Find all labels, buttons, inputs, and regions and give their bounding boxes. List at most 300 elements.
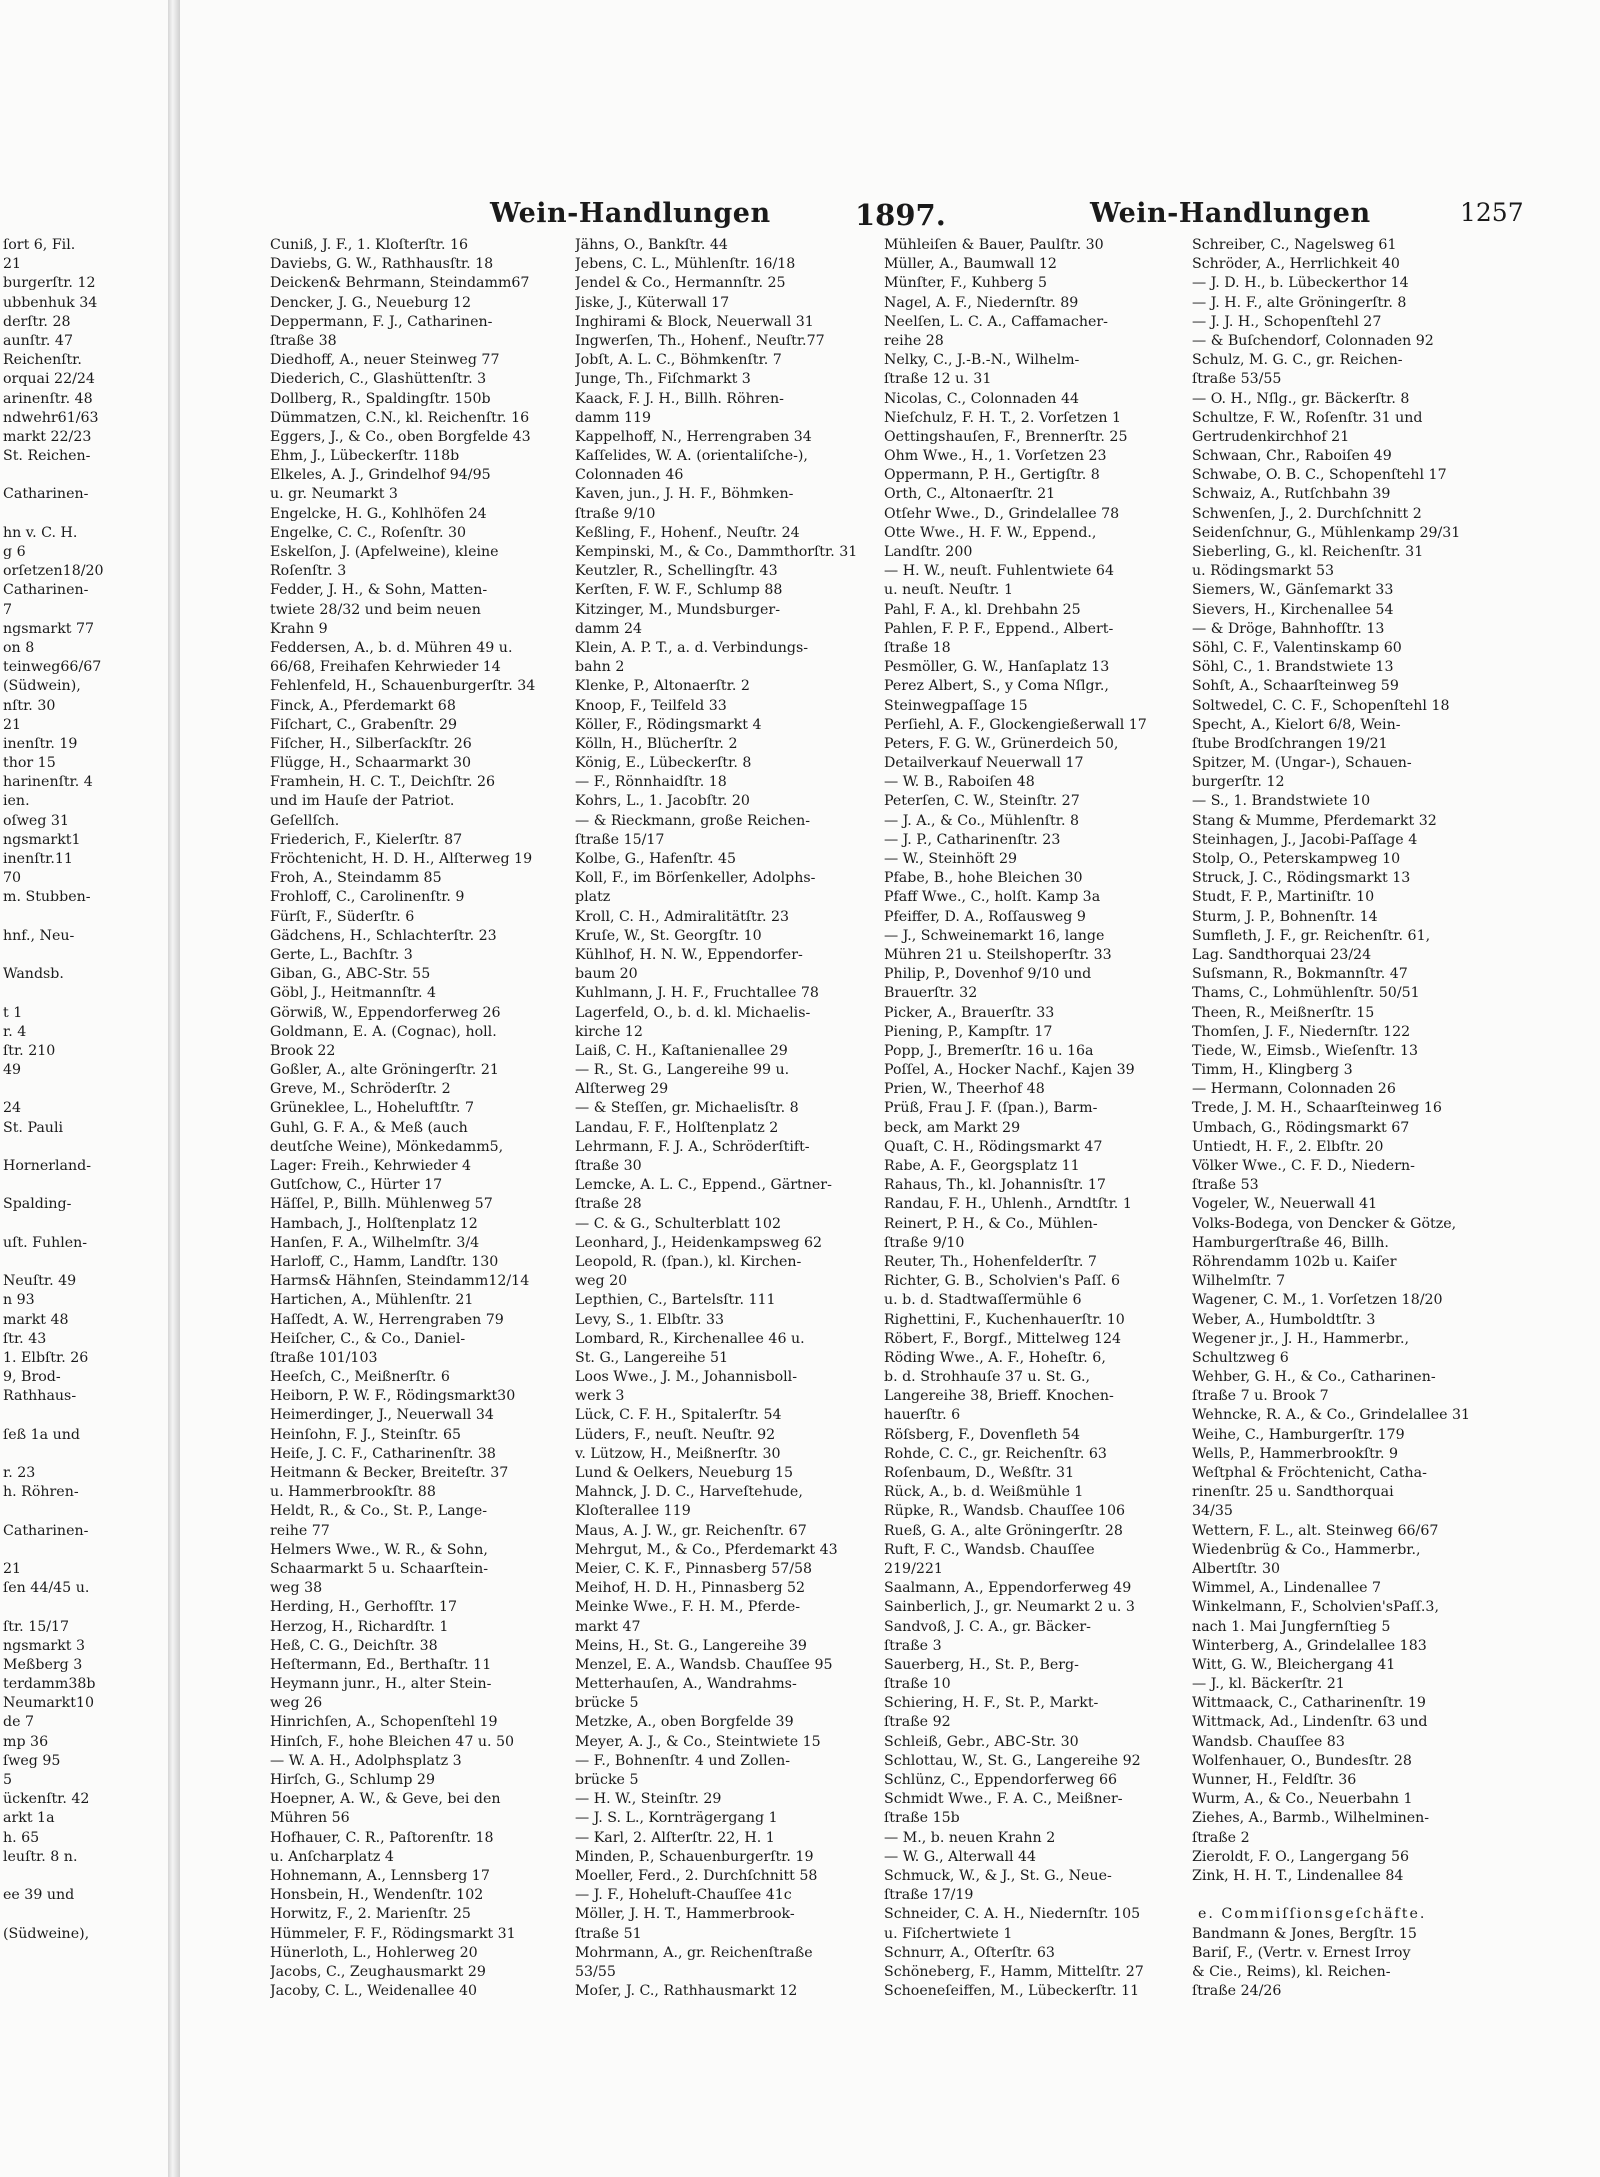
directory-entry-line: 9, Brod- xyxy=(3,1369,61,1386)
directory-entry-line: thor 15 xyxy=(3,755,56,772)
directory-entry-line: Sievers, H., Kirchenallee 54 xyxy=(1192,601,1394,618)
directory-entry-line: Moſer, J. C., Rathhausmarkt 12 xyxy=(575,1983,798,2000)
directory-entry-line: ſtraße 9/10 xyxy=(884,1234,965,1251)
directory-entry-line: Kitzinger, M., Mundsburger- xyxy=(575,601,780,618)
directory-entry-line: m. Stubben- xyxy=(3,889,91,906)
directory-entry-line: arkt 1a xyxy=(3,1810,55,1827)
directory-entry-line: ſtraße 9/10 xyxy=(575,505,656,522)
directory-entry-line: ngsmarkt1 xyxy=(3,831,81,848)
directory-entry-line: Schwenſen, J., 2. Durchſchnitt 2 xyxy=(1192,505,1422,522)
directory-entry-line: Hamburgerſtraße 46, Billh. xyxy=(1192,1234,1389,1251)
directory-entry-line: Lück, C. F. H., Spitalerſtr. 54 xyxy=(575,1407,782,1424)
directory-entry-line: brücke 5 xyxy=(575,1695,639,1712)
directory-entry-line xyxy=(3,466,163,485)
directory-entry-line: 24 xyxy=(3,1100,22,1117)
directory-entry-line: Albertſtr. 30 xyxy=(1192,1560,1280,1577)
directory-entry-line: Pahlen, F. P. F., Eppend., Albert- xyxy=(884,620,1114,637)
directory-entry-line: Sandvoß, J. C. A., gr. Bäcker- xyxy=(884,1618,1091,1635)
directory-entry-line: Schöneberg, F., Hamm, Mittelſtr. 27 xyxy=(884,1963,1144,1980)
directory-entry-line: Schlünz, C., Eppendorferweg 66 xyxy=(884,1772,1118,1788)
directory-entry-line: Flügge, H., Schaarmarkt 30 xyxy=(270,755,472,772)
left-page-fragment xyxy=(0,0,168,2177)
directory-entry-line: Metzke, A., oben Borgfelde 39 xyxy=(575,1714,794,1731)
directory-entry-line: hn v. C. H. xyxy=(3,524,78,541)
directory-entry-line: Mühren 56 xyxy=(270,1810,350,1827)
directory-entry-line: 53/55 xyxy=(575,1963,616,1980)
directory-entry-line: arinenſtr. 48 xyxy=(3,390,93,407)
directory-entry-line: Schaarmarkt 5 u. Schaarſtein- xyxy=(270,1560,489,1577)
directory-entry-line: ſtr. 43 xyxy=(3,1330,47,1347)
directory-entry-line: Stolp, O., Peterskampweg 10 xyxy=(1192,851,1401,867)
directory-entry-line: Rohde, C. C., gr. Reichenſtr. 63 xyxy=(884,1445,1107,1462)
directory-entry-line: Heeſch, C., Meißnerſtr. 6 xyxy=(270,1369,450,1386)
directory-entry-line: Struck, J. C., Rödingsmarkt 13 xyxy=(1192,870,1411,887)
directory-entry-line: Hinrichſen, A., Schopenſtehl 19 xyxy=(270,1714,498,1731)
directory-entry-line: Elkeles, A. J., Grindelhof 94/95 xyxy=(270,467,491,484)
directory-entry-line: Hünerloth, L., Hohlerweg 20 xyxy=(270,1944,478,1961)
directory-entry-line: 21 xyxy=(3,1560,22,1577)
directory-entry-line: mp 36 xyxy=(3,1733,49,1750)
directory-entry-line: Reichenſtr. xyxy=(3,352,82,369)
directory-entry-line: Herding, H., Gerhofſtr. 17 xyxy=(270,1599,457,1616)
directory-entry-line: Mahnck, J. D. C., Harveſtehude, xyxy=(575,1484,803,1501)
directory-entry-line xyxy=(3,946,163,965)
directory-entry-line: Oettingshauſen, F., Brennerſtr. 25 xyxy=(884,428,1128,445)
directory-entry-line: Soltwedel, C. C. F., Schopenſtehl 18 xyxy=(1192,697,1450,714)
directory-entry-line: Meier, C. K. F., Pinnasberg 57/58 xyxy=(575,1560,813,1577)
directory-entry-line: Rueß, G. A., alte Gröningerſtr. 28 xyxy=(884,1522,1123,1539)
directory-entry-line: Lemcke, A. L. C., Eppend., Gärtner- xyxy=(575,1177,832,1194)
directory-entry-line: Weſtphal & Fröchtenicht, Catha- xyxy=(1192,1465,1427,1481)
directory-entry-line: 34/35 xyxy=(1192,1503,1233,1520)
directory-entry-line: Röbert, F., Borgf., Mittelweg 124 xyxy=(884,1330,1122,1347)
directory-entry-line: Wandsb. Chauſſee 83 xyxy=(1192,1733,1345,1750)
directory-entry-line: platz xyxy=(575,889,611,906)
directory-entry-line: Grüneklee, L., Hoheluftſtr. 7 xyxy=(270,1100,474,1117)
directory-entry-line: — J., kl. Bäckerſtr. 21 xyxy=(1192,1676,1345,1693)
directory-entry-line xyxy=(3,1080,163,1099)
directory-entry-line: Frohloff, C., Carolinenſtr. 9 xyxy=(270,889,465,906)
directory-entry-line: Kaven, jun., J. H. F., Böhmken- xyxy=(575,486,794,503)
directory-entry-line: Inghirami & Block, Neuerwall 31 xyxy=(575,313,814,330)
directory-entry-line: oſweg 31 xyxy=(3,812,69,829)
directory-entry-line: Umbach, G., Rödingsmarkt 67 xyxy=(1192,1119,1410,1136)
directory-entry-line: Catharinen- xyxy=(3,582,89,599)
directory-entry-line: Dollberg, R., Spaldingſtr. 150b xyxy=(270,390,491,407)
directory-entry-line: Rüpke, R., Wandsb. Chauſſee 106 xyxy=(884,1503,1126,1520)
directory-entry-line: Lager: Freih., Kehrwieder 4 xyxy=(270,1158,472,1174)
directory-entry-line: Mühren 21 u. Steilshoperſtr. 33 xyxy=(884,946,1112,963)
directory-entry-line: Heiborn, P. W. F., Rödingsmarkt30 xyxy=(270,1388,516,1405)
directory-entry-line: ſtraße 2 xyxy=(1192,1829,1250,1846)
directory-entry-line xyxy=(3,1138,163,1157)
directory-entry-line: ndwehr61/63 xyxy=(3,409,99,426)
directory-entry-line: — J. P., Catharinenſtr. 23 xyxy=(884,831,1061,848)
directory-entry-line: — Karl, 2. Alſterſtr. 22, H. 1 xyxy=(575,1829,775,1846)
directory-entry-line: Hirſch, G., Schlump 29 xyxy=(270,1772,435,1788)
directory-entry-line: Schwaiz, A., Rutſchbahn 39 xyxy=(1192,486,1391,503)
directory-entry-line: Schiering, H. F., St. P., Markt- xyxy=(884,1695,1099,1712)
directory-entry-line: derſtr. 28 xyxy=(3,313,71,330)
directory-entry-line: Goldmann, E. A. (Cognac), holl. xyxy=(270,1023,497,1040)
directory-entry-line: ngsmarkt 3 xyxy=(3,1637,86,1654)
directory-entry-line: 1. Elbſtr. 26 xyxy=(3,1349,89,1366)
directory-entry-line: Philip, P., Dovenhof 9/10 und xyxy=(884,966,1092,983)
directory-entry-line: Schröder, A., Herrlichkeit 40 xyxy=(1192,256,1400,273)
directory-entry-line: Hartichen, A., Mühlenſtr. 21 xyxy=(270,1292,474,1309)
directory-column-2 xyxy=(575,236,880,2001)
directory-entry-line: t 1 xyxy=(3,1004,23,1021)
directory-entry-line: Kuhlmann, J. H. F., Fruchtallee 78 xyxy=(575,985,819,1002)
directory-entry-line: Schultzweg 6 xyxy=(1192,1349,1289,1366)
directory-entry-line: Heldt, R., & Co., St. P., Lange- xyxy=(270,1503,488,1520)
directory-entry-line: Schreiber, C., Nagelsweg 61 xyxy=(1192,237,1397,253)
directory-entry-line: burgerſtr. 12 xyxy=(1192,774,1285,791)
directory-entry-line: Neumarkt10 xyxy=(3,1695,94,1712)
directory-entry-line: Hambach, J., Holſtenplatz 12 xyxy=(270,1215,478,1232)
directory-entry-line: Hohnemann, A., Lennsberg 17 xyxy=(270,1867,490,1884)
directory-entry-line: Perez Albert, S., y Coma Nſlgr., xyxy=(884,678,1109,695)
directory-entry-line: Sainberlich, J., gr. Neumarkt 2 u. 3 xyxy=(884,1599,1135,1616)
directory-entry-line: Feddersen, A., b. d. Mühren 49 u. xyxy=(270,639,513,656)
directory-entry-line: Witt, G. W., Bleichergang 41 xyxy=(1192,1656,1396,1673)
directory-entry-line: — R., St. G., Langereihe 99 u. xyxy=(575,1062,790,1079)
directory-entry-line: — M., b. neuen Krahn 2 xyxy=(884,1829,1056,1846)
directory-entry-line: Sturm, J. P., Bohnenſtr. 14 xyxy=(1192,908,1378,925)
directory-entry-line: u. gr. Neumarkt 3 xyxy=(270,486,398,503)
directory-entry-line: — & Dröge, Bahnhofſtr. 13 xyxy=(1192,620,1385,637)
directory-column-4 xyxy=(1192,236,1492,2001)
left-fragment-column xyxy=(3,236,163,1944)
directory-entry-line: Wittmack, Ad., Lindenſtr. 63 und xyxy=(1192,1714,1428,1731)
directory-entry-line: Thomſen, J. F., Niedernſtr. 122 xyxy=(1192,1023,1411,1040)
directory-entry-line: deutſche Weine), Mönkedamm5, xyxy=(270,1138,504,1155)
directory-entry-line: Lepthien, C., Bartelsſtr. 111 xyxy=(575,1292,776,1309)
directory-entry-line: Fiſcher, H., Silberſackſtr. 26 xyxy=(270,735,472,752)
directory-entry-line: Oppermann, P. H., Gertigſtr. 8 xyxy=(884,467,1100,484)
directory-entry-line: Kloſterallee 119 xyxy=(575,1503,691,1520)
directory-entry-line: Kruſe, W., St. Georgſtr. 10 xyxy=(575,927,762,944)
directory-entry-line: Orth, C., Altonaerſtr. 21 xyxy=(884,486,1056,503)
directory-entry-line: Lag. Sandthorquai 23/24 xyxy=(1192,946,1372,963)
directory-entry-line: Perſiehl, A. F., Glockengießerwall 17 xyxy=(884,716,1147,733)
directory-entry-line: Wittmaack, C., Catharinenſtr. 19 xyxy=(1192,1695,1426,1712)
directory-entry-line: damm 24 xyxy=(575,620,643,637)
directory-entry-line: Dencker, J. G., Neueburg 12 xyxy=(270,294,472,311)
directory-entry-line: — J. J. H., Schopenſtehl 27 xyxy=(1192,313,1382,330)
directory-entry-line: 5 xyxy=(3,1772,13,1788)
directory-entry-line: Müller, A., Baumwall 12 xyxy=(884,256,1057,273)
directory-entry-line: 70 xyxy=(3,870,22,887)
directory-entry-line xyxy=(3,1215,163,1234)
directory-entry-line: Meinke Wwe., F. H. M., Pferde- xyxy=(575,1599,801,1616)
directory-entry-line: Kerſten, F. W. F., Schlump 88 xyxy=(575,582,783,599)
directory-entry-line: teinweg66/67 xyxy=(3,659,102,676)
directory-entry-line: Heſtermann, Ed., Berthaſtr. 11 xyxy=(270,1656,492,1673)
directory-entry-line: Kappelhoff, N., Herrengraben 34 xyxy=(575,428,812,445)
directory-entry-line: Häſſel, P., Billh. Mühlenweg 57 xyxy=(270,1196,493,1213)
directory-entry-line: Otſehr Wwe., D., Grindelallee 78 xyxy=(884,505,1120,522)
directory-entry-line: Lagerfeld, O., b. d. kl. Michaelis- xyxy=(575,1004,811,1021)
directory-entry-line: Schulz, M. G. C., gr. Reichen- xyxy=(1192,352,1403,369)
directory-entry-line: ſtraße 101/103 xyxy=(270,1349,378,1366)
directory-entry-line: — F., Rönnhaidſtr. 18 xyxy=(575,774,727,791)
directory-entry-line: Lüders, F., neuſt. Neuſtr. 92 xyxy=(575,1426,776,1443)
directory-entry-line: Wegener jr., J. H., Hammerbr., xyxy=(1192,1330,1410,1347)
directory-entry-line xyxy=(3,1905,163,1924)
directory-entry-line: Schnurr, A., Oſterſtr. 63 xyxy=(884,1944,1055,1961)
directory-entry-line: Pfaff Wwe., C., holſt. Kamp 3a xyxy=(884,889,1101,906)
directory-entry-line: Seidenſchnur, G., Mühlenkamp 29/31 xyxy=(1192,524,1461,541)
directory-entry-line: Herzog, H., Richardſtr. 1 xyxy=(270,1618,449,1635)
directory-entry-line: markt 48 xyxy=(3,1311,69,1328)
directory-entry-line: Nieſchulz, F. H. T., 2. Vorſetzen 1 xyxy=(884,409,1122,426)
directory-entry-line: Saalmann, A., Eppendorferweg 49 xyxy=(884,1580,1132,1597)
directory-entry-line: r. 4 xyxy=(3,1023,27,1040)
directory-entry-line: Klein, A. P. T., a. d. Verbindungs- xyxy=(575,639,809,656)
directory-entry-line: 21 xyxy=(3,256,22,273)
directory-entry-line: Görwiß, W., Eppendorferweg 26 xyxy=(270,1004,501,1021)
directory-entry-line: Quaſt, C. H., Rödingsmarkt 47 xyxy=(884,1138,1103,1155)
directory-entry-line: Horwitz, F., 2. Marienſtr. 25 xyxy=(270,1906,471,1923)
directory-entry-line: Fedder, J. H., & Sohn, Matten- xyxy=(270,582,488,599)
directory-entry-line: Goßler, A., alte Gröningerſtr. 21 xyxy=(270,1062,499,1079)
directory-entry-line xyxy=(1192,1886,1492,1905)
directory-entry-line: weg 26 xyxy=(270,1695,323,1712)
directory-entry-line: aunſtr. 47 xyxy=(3,332,73,349)
directory-entry-line: Söhl, C., 1. Brandstwiete 13 xyxy=(1192,659,1394,676)
directory-entry-line: Leopold, R. (ſpan.), kl. Kirchen- xyxy=(575,1253,802,1270)
directory-entry-line: Froh, A., Steindamm 85 xyxy=(270,870,442,887)
header-year: 1897. xyxy=(855,198,946,232)
directory-entry-line: Landſtr. 200 xyxy=(884,544,973,560)
directory-entry-line xyxy=(3,1253,163,1272)
directory-entry-line: & Cie., Reims), kl. Reichen- xyxy=(1192,1963,1391,1980)
directory-entry-line: nſtr. 30 xyxy=(3,697,56,714)
directory-entry-line: Siemers, W., Gänſemarkt 33 xyxy=(1192,582,1394,599)
directory-entry-line: — H. W., Steinſtr. 29 xyxy=(575,1791,722,1808)
directory-entry-line: Minden, P., Schauenburgerſtr. 19 xyxy=(575,1848,814,1865)
directory-entry-line: ſtraße 18 xyxy=(884,639,951,656)
directory-entry-line: Münſter, F., Kuhberg 5 xyxy=(884,275,1047,292)
directory-entry-line: Catharinen- xyxy=(3,486,89,503)
directory-entry-line xyxy=(3,1541,163,1560)
directory-entry-line: u. Rödingsmarkt 53 xyxy=(1192,563,1335,580)
directory-entry-line: Specht, A., Kielort 6/8, Wein- xyxy=(1192,716,1401,733)
directory-entry-line: — J. S. L., Kornträgergang 1 xyxy=(575,1810,778,1827)
directory-entry-line: Heinſohn, F. J., Steinſtr. 65 xyxy=(270,1426,462,1443)
directory-entry-line: (Südwein), xyxy=(3,678,81,695)
directory-entry-line: und im Hauſe der Patriot. xyxy=(270,793,455,810)
directory-entry-line: Menzel, E. A., Wandsb. Chauſſee 95 xyxy=(575,1656,833,1673)
directory-entry-line: Fürſt, F., Süderſtr. 6 xyxy=(270,908,415,925)
directory-entry-line xyxy=(3,984,163,1003)
directory-entry-line: Keßling, F., Hohenf., Neuſtr. 24 xyxy=(575,524,800,541)
directory-entry-line: Winkelmann, F., Scholvien'sPaſſ.3, xyxy=(1192,1599,1439,1616)
directory-entry-line: Thams, C., Lohmühlenſtr. 50/51 xyxy=(1192,985,1420,1002)
directory-entry-line: St. Pauli xyxy=(3,1119,64,1136)
directory-entry-line: Finck, A., Pferdemarkt 68 xyxy=(270,697,456,714)
directory-entry-line: nach 1. Mai Jungfernſtieg 5 xyxy=(1192,1618,1391,1635)
directory-entry-line: ſtraße 53/55 xyxy=(1192,371,1282,388)
directory-entry-line: — W. A. H., Adolphsplatz 3 xyxy=(270,1752,462,1769)
directory-entry-line: Rück, A., b. d. Weißmühle 1 xyxy=(884,1484,1084,1501)
directory-entry-line: de 7 xyxy=(3,1714,35,1731)
directory-entry-line: — F., Bohnenſtr. 4 und Zollen- xyxy=(575,1752,791,1769)
directory-entry-line: Kolbe, G., Hafenſtr. 45 xyxy=(575,851,737,867)
directory-entry-line: Schwaan, Chr., Raboiſen 49 xyxy=(1192,448,1392,465)
directory-entry-line: König, E., Lübeckerſtr. 8 xyxy=(575,755,752,772)
directory-entry-line: Dümmatzen, C.N., kl. Reichenſtr. 16 xyxy=(270,409,530,426)
directory-entry-line: Langereihe 38, Brieff. Knochen- xyxy=(884,1388,1114,1405)
directory-entry-line: Otte Wwe., H. F. W., Eppend., xyxy=(884,524,1097,541)
directory-entry-line: Zieroldt, F. O., Langergang 56 xyxy=(1192,1848,1410,1865)
directory-entry-line: Detailverkauf Neuerwall 17 xyxy=(884,755,1084,772)
directory-entry-line: brücke 5 xyxy=(575,1772,639,1788)
directory-entry-line: — J. D. H., b. Lübeckerthor 14 xyxy=(1192,275,1409,292)
directory-entry-line: ſort 6, Fil. xyxy=(3,237,76,253)
directory-entry-line: Kroll, C. H., Admiralitätſtr. 23 xyxy=(575,908,790,925)
directory-entry-line: Schwabe, O. B. C., Schopenſtehl 17 xyxy=(1192,467,1447,484)
directory-entry-line: Klenke, P., Altonaerſtr. 2 xyxy=(575,678,750,695)
directory-entry-line: Laiß, C. H., Kaſtanienallee 29 xyxy=(575,1042,788,1059)
directory-entry-line: Mehrgut, M., & Co., Pferdemarkt 43 xyxy=(575,1541,838,1558)
directory-entry-line: Engelcke, H. G., Kohlhöfen 24 xyxy=(270,505,487,522)
directory-entry-line: Timm, H., Klingberg 3 xyxy=(1192,1062,1353,1079)
directory-entry-line: ſen 44/45 u. xyxy=(3,1580,90,1597)
directory-entry-line xyxy=(3,1502,163,1521)
directory-entry-line: Diedhoff, A., neuer Steinweg 77 xyxy=(270,352,500,369)
directory-entry-line: u. b. d. Stadtwaſſermühle 6 xyxy=(884,1292,1082,1309)
directory-entry-line: Meyer, A. J., & Co., Steintwiete 15 xyxy=(575,1733,821,1750)
directory-entry-line: ſtr. 210 xyxy=(3,1042,56,1059)
directory-entry-line: Heimerdinger, J., Neuerwall 34 xyxy=(270,1407,494,1424)
directory-entry-line: Untiedt, H. F., 2. Elbſtr. 20 xyxy=(1192,1138,1384,1155)
directory-entry-line: Brook 22 xyxy=(270,1042,336,1059)
directory-entry-line: Richter, G. B., Scholvien's Paſſ. 6 xyxy=(884,1273,1121,1290)
directory-entry-line: — J., Schweinemarkt 16, lange xyxy=(884,927,1105,944)
directory-entry-line: — C. & G., Schulterblatt 102 xyxy=(575,1215,781,1232)
directory-entry-line: Kohrs, L., 1. Jacobſtr. 20 xyxy=(575,793,750,810)
directory-entry-line: reihe 77 xyxy=(270,1522,330,1539)
directory-entry-line: Köller, F., Rödingsmarkt 4 xyxy=(575,716,762,733)
directory-entry-line xyxy=(3,505,163,524)
directory-entry-line: Ziehes, A., Barmb., Wilhelminen- xyxy=(1192,1810,1430,1827)
directory-entry-line: ückenſtr. 42 xyxy=(3,1791,90,1808)
directory-entry-line: — O. H., Nſlg., gr. Bäckerſtr. 8 xyxy=(1192,390,1410,407)
directory-entry-line: Helmers Wwe., W. R., & Sohn, xyxy=(270,1541,488,1558)
directory-entry-line: — J. H. F., alte Gröningerſtr. 8 xyxy=(1192,294,1407,311)
directory-entry-line: Schultze, F. W., Roſenſtr. 31 und xyxy=(1192,409,1423,426)
directory-entry-line: Kaſſelides, W. A. (orientaliſche-), xyxy=(575,448,808,465)
directory-entry-line: Reinert, P. H., & Co., Mühlen- xyxy=(884,1215,1098,1232)
directory-entry-line: ſtraße 30 xyxy=(575,1158,642,1174)
directory-entry-line: ſtraße 24/26 xyxy=(1192,1983,1282,2000)
directory-entry-line: werk 3 xyxy=(575,1388,625,1405)
directory-entry-line: — & Rieckmann, große Reichen- xyxy=(575,812,811,829)
page-header xyxy=(190,198,1524,238)
directory-entry-line: — & Buſchendorf, Colonnaden 92 xyxy=(1192,332,1434,349)
directory-entry-line: Moeller, Ferd., 2. Durchſchnitt 58 xyxy=(575,1867,818,1884)
directory-entry-line: terdamm38b xyxy=(3,1676,96,1693)
directory-entry-line: Neelſen, L. C. A., Caffamacher- xyxy=(884,313,1108,330)
directory-entry-line: Lund & Oelkers, Neueburg 15 xyxy=(575,1465,794,1481)
directory-entry-line: Prüß, Frau J. F. (ſpan.), Barm- xyxy=(884,1100,1098,1117)
directory-entry-line: Haſſedt, A. W., Herrengraben 79 xyxy=(270,1311,504,1328)
directory-entry-line: u. Anſcharplatz 4 xyxy=(270,1848,394,1865)
directory-entry-line: Greve, M., Schröderſtr. 2 xyxy=(270,1081,451,1098)
directory-entry-line: Heymann junr., H., alter Stein- xyxy=(270,1676,492,1693)
directory-entry-line: ſtraße 12 u. 31 xyxy=(884,371,992,388)
directory-entry-line: Harloff, C., Hamm, Landſtr. 130 xyxy=(270,1253,499,1270)
directory-entry-line: Neuſtr. 49 xyxy=(3,1273,77,1290)
directory-entry-line: Geſellſch. xyxy=(270,812,340,829)
directory-entry-line: Stang & Mumme, Pferdemarkt 32 xyxy=(1192,812,1437,829)
directory-entry-line: Wurm, A., & Co., Neuerbahn 1 xyxy=(1192,1791,1413,1808)
directory-entry-line: Wiedenbrüg & Co., Hammerbr., xyxy=(1192,1541,1421,1558)
directory-entry-line: markt 22/23 xyxy=(3,428,92,445)
directory-entry-line: Fehlenfeld, H., Schauenburgerſtr. 34 xyxy=(270,678,536,695)
directory-entry-line: Sieberling, G., kl. Reichenſtr. 31 xyxy=(1192,544,1424,560)
directory-entry-line: Möller, J. H. T., Hammerbrook- xyxy=(575,1906,795,1923)
directory-column-1 xyxy=(270,236,570,2001)
directory-entry-line: orquai 22/24 xyxy=(3,371,95,388)
directory-entry-line: Engelke, C. C., Roſenſtr. 30 xyxy=(270,524,467,541)
directory-entry-line: — W. G., Alterwall 44 xyxy=(884,1848,1037,1865)
directory-entry-line: Heß, C. G., Deichſtr. 38 xyxy=(270,1637,438,1654)
directory-entry-line: Landau, F. F., Holſtenplatz 2 xyxy=(575,1119,779,1136)
directory-entry-line: — S., 1. Brandstwiete 10 xyxy=(1192,793,1371,810)
directory-entry-line: ee 39 und xyxy=(3,1887,75,1904)
directory-entry-line: Suſsmann, R., Bokmannſtr. 47 xyxy=(1192,966,1408,983)
directory-entry-line: ngsmarkt 77 xyxy=(3,620,95,637)
directory-entry-line: Ehm, J., Lübeckerſtr. 118b xyxy=(270,448,460,465)
directory-entry-line: Hanſen, F. A., Wilhelmſtr. 3/4 xyxy=(270,1234,480,1251)
directory-entry-line xyxy=(3,1598,163,1617)
directory-entry-line: Schleiß, Gebr., ABC-Str. 30 xyxy=(884,1733,1079,1750)
directory-entry-line: on 8 xyxy=(3,639,35,656)
header-right-title: Wein-Handlungen xyxy=(1090,198,1371,229)
directory-entry-line: Diederich, C., Glashüttenſtr. 3 xyxy=(270,371,487,388)
directory-entry-line: (Südweine), xyxy=(3,1925,90,1942)
directory-entry-line: Schoeneſeiffen, M., Lübeckerſtr. 11 xyxy=(884,1983,1140,2000)
directory-entry-line: Jebens, C. L., Mühlenſtr. 16/18 xyxy=(575,256,796,273)
directory-entry-line: damm 119 xyxy=(575,409,652,426)
directory-entry-line: Fiſchart, C., Grabenſtr. 29 xyxy=(270,716,457,733)
directory-entry-line: Theen, R., Meißnerſtr. 15 xyxy=(1192,1004,1375,1021)
directory-entry-line: Nelky, C., J.-B.-N., Wilhelm- xyxy=(884,352,1080,369)
directory-entry-line: twiete 28/32 und beim neuen xyxy=(270,601,481,618)
directory-entry-line: 7 xyxy=(3,601,13,618)
directory-entry-line: u. neuſt. Neuſtr. 1 xyxy=(884,582,1013,599)
directory-entry-line: reihe 28 xyxy=(884,332,944,349)
directory-entry-line: 219/221 xyxy=(884,1560,943,1577)
directory-entry-line: Zink, H. H. T., Lindenallee 84 xyxy=(1192,1867,1404,1884)
directory-entry-line: Pahl, F. A., kl. Drehbahn 25 xyxy=(884,601,1081,618)
directory-entry-line: rinenſtr. 25 u. Sandthorquai xyxy=(1192,1484,1394,1501)
directory-entry-line: Brauerſtr. 32 xyxy=(884,985,978,1002)
directory-entry-line: markt 47 xyxy=(575,1618,641,1635)
directory-entry-line: Daviebs, G. W., Rathhausſtr. 18 xyxy=(270,256,494,273)
directory-entry-line: Hornerland- xyxy=(3,1158,92,1174)
directory-entry-line: ubbenhuk 34 xyxy=(3,294,98,311)
directory-entry-line: Röhrendamm 102b u. Kaiſer xyxy=(1192,1253,1397,1270)
directory-entry-line: Harms& Hähnſen, Steindamm12/14 xyxy=(270,1273,530,1290)
directory-entry-line: e. Commiſſionsgeſchäfte. xyxy=(1198,1906,1427,1923)
directory-entry-line: — J. F., Hoheluft-Chauſſee 41c xyxy=(575,1887,792,1904)
directory-entry-line xyxy=(3,1406,163,1425)
directory-entry-line: Schmidt Wwe., F. A. C., Meißner- xyxy=(884,1791,1123,1808)
